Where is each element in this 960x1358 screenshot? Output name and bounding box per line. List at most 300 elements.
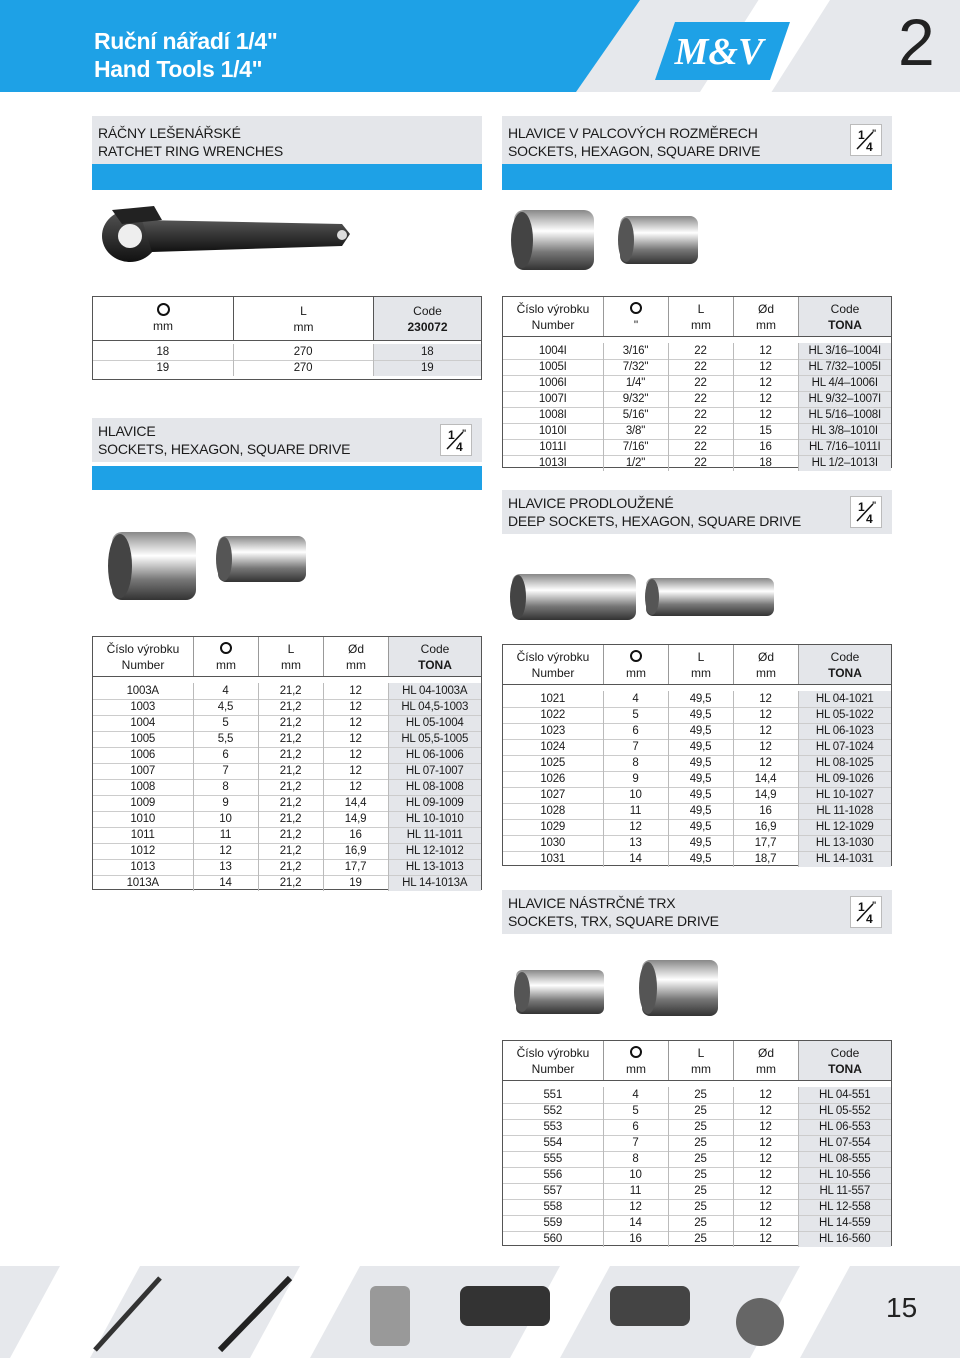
table-cell: HL 13-1013 <box>388 859 481 875</box>
table-row <box>503 851 891 867</box>
table-cell: 1024 <box>503 739 603 755</box>
svg-text:": " <box>872 128 877 138</box>
svg-text:": " <box>872 900 877 910</box>
section-number: 2 <box>898 5 933 79</box>
table-cell: 3/16" <box>603 343 668 359</box>
table-row <box>503 1087 891 1103</box>
trx-col-unit-2: mm <box>691 1062 711 1076</box>
table-cell: 25 <box>668 1183 733 1199</box>
deep-col-label-0: Číslo výrobku <box>516 650 590 664</box>
trx-col-unit-0: Number <box>531 1062 575 1076</box>
table-cell: 21,2 <box>258 683 323 699</box>
table-cell: 1007 <box>93 763 193 779</box>
table-cell: HL 14-559 <box>798 1215 891 1231</box>
table-cell: 1025 <box>503 755 603 771</box>
trx-col-label-0: Číslo výrobku <box>516 1046 590 1060</box>
table-row <box>93 360 481 376</box>
table-cell: 15 <box>733 423 798 439</box>
table-cell: 19 <box>323 875 388 891</box>
svg-text:4: 4 <box>866 512 873 525</box>
table-row <box>503 707 891 723</box>
table-cell: HL 10-1010 <box>388 811 481 827</box>
table-cell: HL 09-1026 <box>798 771 891 787</box>
table-cell: HL 13-1030 <box>798 835 891 851</box>
inch-table <box>502 296 892 468</box>
table-cell: HL 04-551 <box>798 1087 891 1103</box>
sockets-col-4 <box>388 637 481 676</box>
inch-table-header <box>503 297 891 337</box>
sockets-col-label-0: Číslo výrobku <box>106 642 180 656</box>
table-cell: 49,5 <box>668 707 733 723</box>
table-row <box>503 771 891 787</box>
table-cell: 14,4 <box>323 795 388 811</box>
trx-col-2 <box>668 1041 733 1080</box>
table-cell: 4 <box>193 683 258 699</box>
table-cell: 1031 <box>503 851 603 867</box>
table-cell: 16,9 <box>733 819 798 835</box>
table-cell: 12 <box>733 739 798 755</box>
inch-col-4 <box>798 297 891 336</box>
table-cell: 6 <box>603 1119 668 1135</box>
inch-col-label-3: Ød <box>757 302 774 316</box>
table-cell: 22 <box>668 439 733 455</box>
table-cell: 12 <box>733 723 798 739</box>
inch-col-unit-2: mm <box>691 318 711 332</box>
table-cell: 9 <box>603 771 668 787</box>
table-cell: 4,5 <box>193 699 258 715</box>
quarter-inch-drive-icon <box>440 424 472 456</box>
table-cell: HL 11-1011 <box>388 827 481 843</box>
socket-icon <box>502 192 892 292</box>
inch-col-0 <box>503 297 603 336</box>
hexagon-size-icon <box>630 302 642 314</box>
table-cell: 21,2 <box>258 763 323 779</box>
table-cell: 10 <box>193 811 258 827</box>
sockets-col-unit-3: mm <box>346 658 366 672</box>
table-cell: 4 <box>603 1087 668 1103</box>
trx-col-0 <box>503 1041 603 1080</box>
table-cell: 12 <box>733 1151 798 1167</box>
table-cell: 17,7 <box>733 835 798 851</box>
table-cell: 25 <box>668 1103 733 1119</box>
table-cell: 49,5 <box>668 835 733 851</box>
table-cell: 1006 <box>93 747 193 763</box>
ratchet-col-code: Code <box>413 304 442 318</box>
table-row <box>503 787 891 803</box>
ratchet-table-body <box>93 344 481 376</box>
table-cell: 11 <box>193 827 258 843</box>
table-cell: 10 <box>603 1167 668 1183</box>
table-cell: 555 <box>503 1151 603 1167</box>
table-cell: 25 <box>668 1231 733 1247</box>
table-cell: 12 <box>733 1183 798 1199</box>
table-cell: HL 12-1029 <box>798 819 891 835</box>
table-cell: HL 1/2–1013I <box>798 455 891 471</box>
table-cell: 1011 <box>93 827 193 843</box>
hexagon-size-icon <box>630 1046 642 1058</box>
table-row <box>503 1119 891 1135</box>
table-cell: 9/32" <box>603 391 668 407</box>
table-cell: 3/8" <box>603 423 668 439</box>
deep-photo <box>502 560 892 636</box>
table-cell: 1013 <box>93 859 193 875</box>
header-title-en: Hand Tools 1/4" <box>94 56 263 82</box>
table-cell: HL 06-553 <box>798 1119 891 1135</box>
trx-col-unit-1: mm <box>626 1062 646 1076</box>
mv-logo-icon <box>655 22 790 80</box>
table-cell: 12 <box>323 747 388 763</box>
hexagon-size-icon <box>157 303 170 316</box>
table-cell: 22 <box>668 359 733 375</box>
quarter-inch-drive-icon <box>850 896 882 928</box>
table-cell: 49,5 <box>668 755 733 771</box>
table-cell: HL 05-1022 <box>798 707 891 723</box>
table-cell: 21,2 <box>258 699 323 715</box>
ratchet-title-en: RATCHET RING WRENCHES <box>98 143 284 159</box>
ratchet-code-brand: 230072 <box>407 320 448 334</box>
table-row <box>503 723 891 739</box>
deep-col-label-4: Code <box>830 650 860 664</box>
sockets-col-unit-2: mm <box>281 658 301 672</box>
table-cell: 22 <box>668 375 733 391</box>
table-cell: 1/2" <box>603 455 668 471</box>
table-cell: 270 <box>233 360 373 376</box>
deep-col-unit-4: TONA <box>828 666 862 680</box>
table-cell: 1012 <box>93 843 193 859</box>
table-cell: 21,2 <box>258 859 323 875</box>
table-cell: 18,7 <box>733 851 798 867</box>
inch-photo <box>502 192 892 292</box>
table-cell: 16 <box>733 803 798 819</box>
table-cell: HL 12-1012 <box>388 843 481 859</box>
table-row <box>93 683 481 699</box>
table-cell: 49,5 <box>668 851 733 867</box>
table-row <box>503 1135 891 1151</box>
table-cell: HL 5/16–1008I <box>798 407 891 423</box>
table-cell: 14 <box>193 875 258 891</box>
svg-text:4: 4 <box>456 440 463 453</box>
table-cell: 1005I <box>503 359 603 375</box>
table-cell: 49,5 <box>668 803 733 819</box>
table-row <box>503 423 891 439</box>
table-cell: HL 14-1031 <box>798 851 891 867</box>
table-row <box>503 1215 891 1231</box>
page-header <box>0 0 960 92</box>
deep-col-2 <box>668 645 733 684</box>
table-cell: 1028 <box>503 803 603 819</box>
sockets-table <box>92 636 482 890</box>
table-row <box>503 375 891 391</box>
table-row <box>503 1167 891 1183</box>
table-row <box>503 1103 891 1119</box>
table-cell: HL 3/8–1010I <box>798 423 891 439</box>
table-cell: 25 <box>668 1167 733 1183</box>
table-cell: 1022 <box>503 707 603 723</box>
deep-section-header <box>502 490 892 534</box>
table-cell: 49,5 <box>668 691 733 707</box>
sockets-blue-bar <box>92 466 482 490</box>
table-cell: HL 10-1027 <box>798 787 891 803</box>
deep-col-4 <box>798 645 891 684</box>
table-cell: HL 08-555 <box>798 1151 891 1167</box>
trx-title-en: SOCKETS, TRX, SQUARE DRIVE <box>508 913 719 929</box>
inch-blue-bar <box>502 164 892 190</box>
table-cell: 554 <box>503 1135 603 1151</box>
table-cell: 14,9 <box>323 811 388 827</box>
table-cell: 1003A <box>126 684 159 697</box>
sockets-col-2 <box>258 637 323 676</box>
table-cell: 21,2 <box>258 827 323 843</box>
inch-title-en: SOCKETS, HEXAGON, SQUARE DRIVE <box>508 143 761 159</box>
table-cell: 18 <box>373 344 481 360</box>
table-cell: 7/16" <box>603 439 668 455</box>
svg-text:1: 1 <box>858 900 865 914</box>
table-cell: 25 <box>668 1151 733 1167</box>
deep-col-label-3: Ød <box>757 650 774 664</box>
table-cell: 6 <box>193 747 258 763</box>
ratchet-col-mm-unit: mm <box>153 319 173 333</box>
quarter-inch-drive-icon <box>850 124 882 156</box>
page-number: 15 <box>886 1292 918 1323</box>
table-cell: HL 11-1028 <box>798 803 891 819</box>
trx-col-label-3: Ød <box>757 1046 774 1060</box>
table-cell: 49,5 <box>668 787 733 803</box>
sockets-col-unit-1: mm <box>216 658 236 672</box>
deep-col-3 <box>733 645 798 684</box>
table-cell: 557 <box>503 1183 603 1199</box>
table-row <box>93 763 481 779</box>
deep-col-unit-0: Number <box>531 666 575 680</box>
table-cell: 21,2 <box>258 779 323 795</box>
inch-table-body <box>503 343 891 471</box>
svg-text:1: 1 <box>858 500 865 514</box>
table-row <box>503 1183 891 1199</box>
sockets-col-label-4: Code <box>420 642 450 656</box>
deep-col-0 <box>503 645 603 684</box>
table-cell: 11 <box>603 1183 668 1199</box>
trx-section-header <box>502 890 892 934</box>
table-cell: 21,2 <box>258 731 323 747</box>
table-cell: 5/16" <box>603 407 668 423</box>
table-row <box>503 391 891 407</box>
svg-text:4: 4 <box>866 912 873 925</box>
ratchet-col-l-unit: mm <box>293 320 314 334</box>
trx-col-unit-4: TONA <box>828 1062 862 1076</box>
deep-col-1 <box>603 645 668 684</box>
inch-title-cz: HLAVICE V PALCOVÝCH ROZMĚRECH <box>508 125 758 141</box>
svg-text:": " <box>872 500 877 510</box>
inch-col-3 <box>733 297 798 336</box>
sockets-title-cz: HLAVICE <box>98 423 156 439</box>
deep-table-header <box>503 645 891 685</box>
hexagon-size-icon <box>630 650 642 662</box>
table-cell: HL 04-1003A <box>388 683 481 699</box>
table-row <box>503 1231 891 1247</box>
table-cell: 1006I <box>503 375 603 391</box>
table-cell: 21,2 <box>258 795 323 811</box>
table-cell: 4 <box>603 691 668 707</box>
table-row <box>503 359 891 375</box>
table-cell: 1004 <box>93 715 193 731</box>
page-footer <box>0 1266 960 1358</box>
trx-col-1 <box>603 1041 668 1080</box>
table-cell: 21,2 <box>258 811 323 827</box>
table-cell: 553 <box>503 1119 603 1135</box>
table-row <box>93 843 481 859</box>
table-cell: 25 <box>668 1199 733 1215</box>
table-cell: HL 07-554 <box>798 1135 891 1151</box>
table-row <box>93 827 481 843</box>
table-cell: 1011I <box>503 439 603 455</box>
table-cell: 1007I <box>503 391 603 407</box>
table-row <box>503 455 891 471</box>
svg-text:1: 1 <box>448 428 455 442</box>
table-cell: 12 <box>733 1199 798 1215</box>
table-row <box>503 819 891 835</box>
table-cell: 16 <box>603 1231 668 1247</box>
table-cell: 12 <box>733 407 798 423</box>
deep-col-label-2: L <box>697 650 705 664</box>
table-cell: 49,5 <box>668 819 733 835</box>
table-cell: 12 <box>603 819 668 835</box>
table-cell: 12 <box>733 1087 798 1103</box>
table-row <box>503 803 891 819</box>
svg-text:1: 1 <box>858 128 865 142</box>
header-title-cz: Ruční nářadí 1/4" <box>94 28 278 54</box>
table-cell: 18 <box>733 455 798 471</box>
table-cell: 12 <box>733 1167 798 1183</box>
table-cell: 7/32" <box>603 359 668 375</box>
table-cell: 22 <box>668 455 733 471</box>
table-cell: 1021 <box>540 692 566 705</box>
table-cell: 12 <box>733 359 798 375</box>
trx-photo <box>502 940 892 1036</box>
table-cell: 14,9 <box>733 787 798 803</box>
table-cell: 12 <box>733 691 798 707</box>
table-cell: 16,9 <box>323 843 388 859</box>
table-cell: 14,4 <box>733 771 798 787</box>
inch-col-unit-4: TONA <box>828 318 862 332</box>
table-cell: 8 <box>193 779 258 795</box>
table-cell: 14 <box>603 1215 668 1231</box>
table-row <box>503 691 891 707</box>
table-cell: HL 06-1006 <box>388 747 481 763</box>
sockets-photo <box>92 520 482 610</box>
table-cell: 7 <box>603 739 668 755</box>
table-cell: 49,5 <box>668 739 733 755</box>
trx-col-4 <box>798 1041 891 1080</box>
table-cell: 560 <box>503 1231 603 1247</box>
svg-text:": " <box>462 428 467 438</box>
table-cell: 22 <box>668 391 733 407</box>
trx-title-cz: HLAVICE NÁSTRČNÉ TRX <box>508 895 676 911</box>
ratchet-col-l: L <box>300 304 307 318</box>
table-cell: 17,7 <box>323 859 388 875</box>
table-cell: 12 <box>323 715 388 731</box>
deep-title-en: DEEP SOCKETS, HEXAGON, SQUARE DRIVE <box>508 513 802 529</box>
table-row <box>93 731 481 747</box>
table-cell: HL 05-1004 <box>388 715 481 731</box>
inch-col-1 <box>603 297 668 336</box>
table-row <box>93 859 481 875</box>
table-cell: 12 <box>323 763 388 779</box>
table-cell: 5 <box>193 715 258 731</box>
table-cell: 25 <box>668 1135 733 1151</box>
table-cell: 25 <box>668 1215 733 1231</box>
sockets-col-label-2: L <box>287 642 295 656</box>
socket-icon <box>92 520 482 610</box>
table-cell: 8 <box>603 755 668 771</box>
ratchet-table-header <box>93 297 481 341</box>
table-cell: HL 05,5-1005 <box>388 731 481 747</box>
deep-col-unit-1: mm <box>626 666 646 680</box>
table-cell: 16 <box>323 827 388 843</box>
sockets-col-3 <box>323 637 388 676</box>
table-cell: 5,5 <box>193 731 258 747</box>
table-cell: HL 04-1021 <box>798 691 891 707</box>
table-cell: 12 <box>733 1135 798 1151</box>
ratchet-photo <box>92 190 482 290</box>
quarter-inch-drive-icon <box>850 496 882 528</box>
table-cell: 13 <box>603 835 668 851</box>
sockets-table-header <box>93 637 481 677</box>
table-row <box>93 875 481 891</box>
table-cell: HL 07-1007 <box>388 763 481 779</box>
table-row <box>503 739 891 755</box>
table-cell: 22 <box>668 343 733 359</box>
deep-col-unit-3: mm <box>756 666 776 680</box>
table-row <box>93 811 481 827</box>
table-cell: 1013I <box>503 455 603 471</box>
table-row <box>93 715 481 731</box>
table-cell: 1009 <box>93 795 193 811</box>
sockets-col-unit-0: Number <box>121 658 165 672</box>
table-cell: 12 <box>323 731 388 747</box>
table-row <box>503 835 891 851</box>
table-cell: 12 <box>733 375 798 391</box>
table-cell: 13 <box>193 859 258 875</box>
table-cell: HL 14-1013A <box>388 875 481 891</box>
table-cell: 12 <box>733 707 798 723</box>
table-cell: 6 <box>603 723 668 739</box>
hexagon-size-icon <box>220 642 232 654</box>
inch-col-label-4: Code <box>830 302 860 316</box>
table-cell: 12 <box>733 391 798 407</box>
table-cell: 1010 <box>93 811 193 827</box>
deep-col-unit-2: mm <box>691 666 711 680</box>
table-cell: 21,2 <box>258 747 323 763</box>
ratchet-title-cz: RÁČNY LEŠENÁŘSKÉ <box>98 125 241 141</box>
table-cell: HL 12-558 <box>798 1199 891 1215</box>
tools-strip-icon <box>0 1266 960 1358</box>
sockets-col-1 <box>193 637 258 676</box>
table-cell: 21,2 <box>258 715 323 731</box>
table-cell: 1005 <box>93 731 193 747</box>
trx-socket-icon <box>502 940 892 1036</box>
table-cell: HL 08-1025 <box>798 755 891 771</box>
table-cell: 21,2 <box>258 875 323 891</box>
table-cell: HL 11-557 <box>798 1183 891 1199</box>
table-row <box>93 779 481 795</box>
table-cell: HL 9/32–1007I <box>798 391 891 407</box>
table-cell: 5 <box>603 1103 668 1119</box>
sockets-table-body <box>93 683 481 891</box>
table-cell: 12 <box>323 683 388 699</box>
table-row <box>93 344 481 360</box>
table-cell: HL 05-552 <box>798 1103 891 1119</box>
table-cell: HL 7/32–1005I <box>798 359 891 375</box>
table-cell: HL 16-560 <box>798 1231 891 1247</box>
